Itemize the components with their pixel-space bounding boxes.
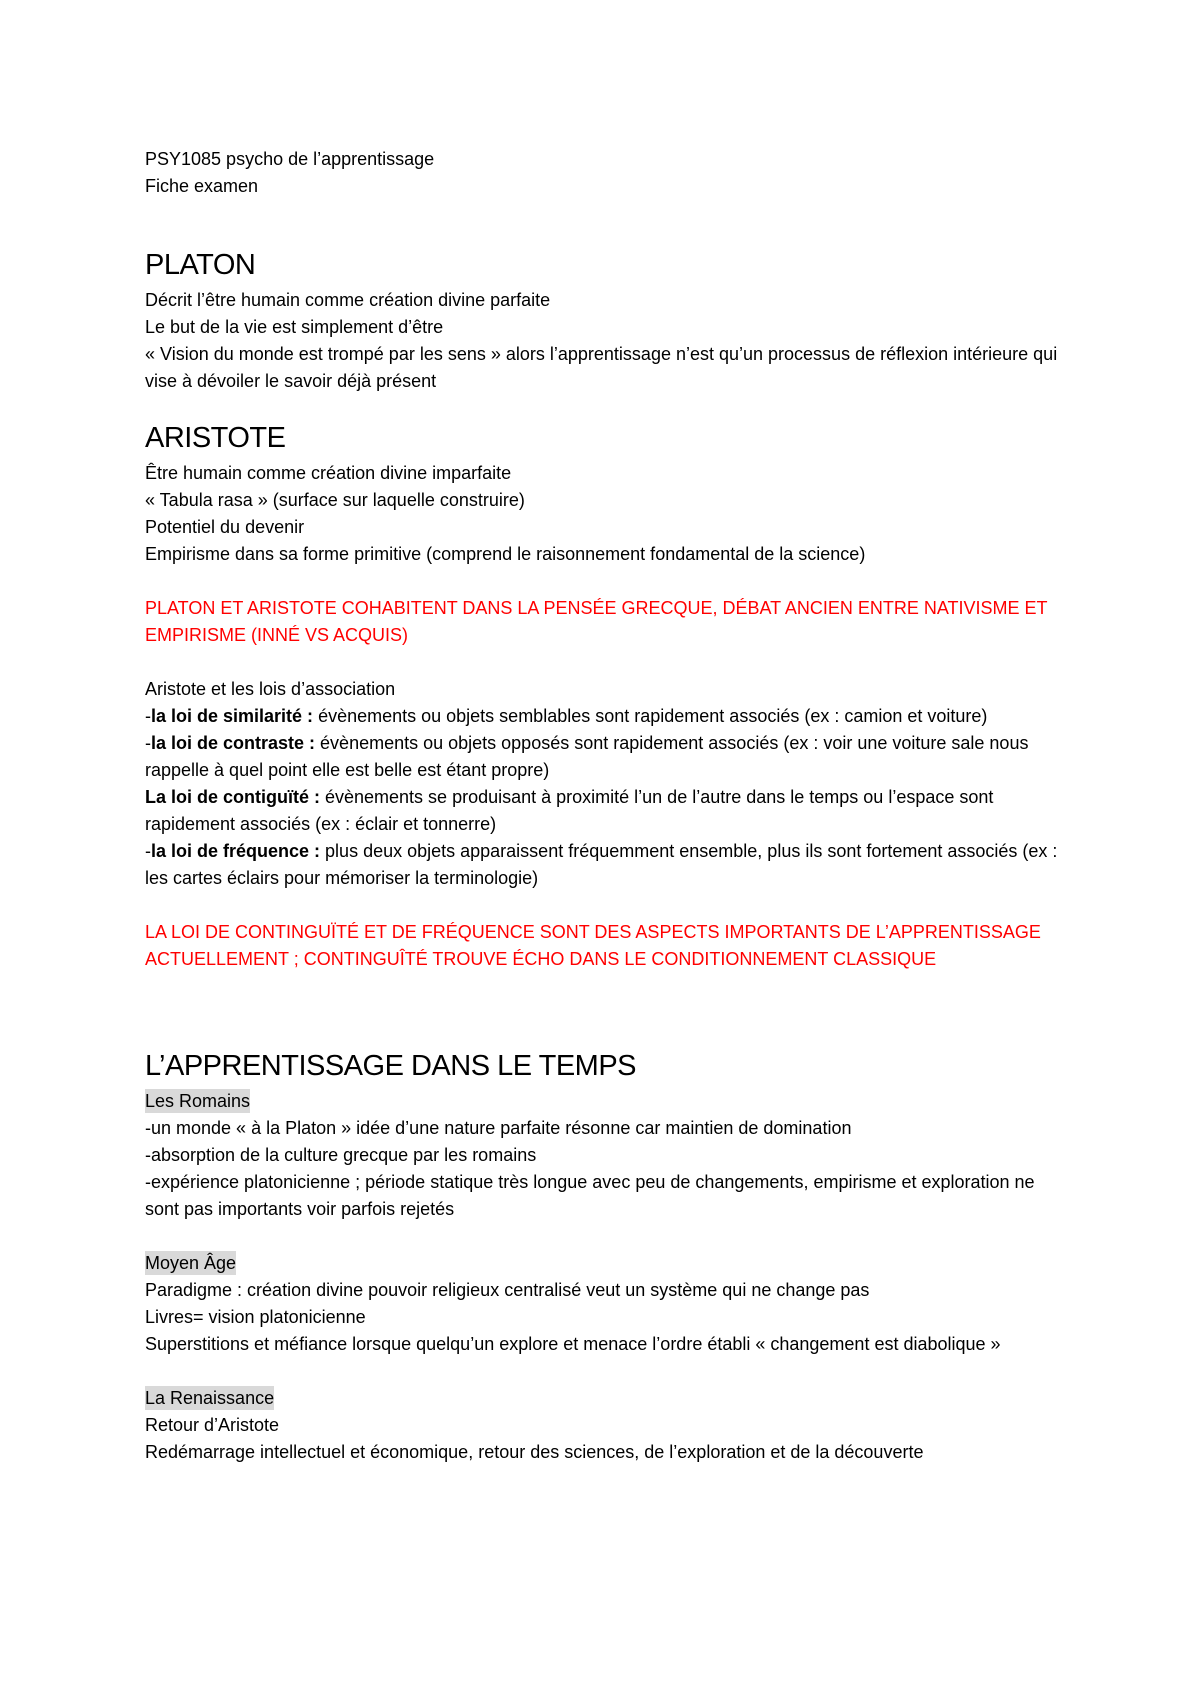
renaissance-label-line xyxy=(145,1385,1065,1412)
aristote-line-4: Empirisme dans sa forme primitive (comprend le raisonnement fondamental de la science) xyxy=(145,544,866,564)
moyen-age-label: Moyen Âge xyxy=(145,1253,237,1273)
course-title: PSY1085 psycho de l’apprentissage xyxy=(145,149,435,169)
aristote-line-2: « Tabula rasa » (surface sur laquelle construire) xyxy=(145,490,525,510)
spacer xyxy=(145,892,1065,919)
renaissance-line-2: Redémarrage intellectuel et économique, retour des sciences, de l’exploration et de la découverte xyxy=(145,1442,924,1462)
moyen-age-line-1: Paradigme : création divine pouvoir religieux centralisé veut un système qui ne change pas xyxy=(145,1280,870,1300)
aristote-line-1: Être humain comme création divine imparfaite xyxy=(145,463,512,483)
law-name: la loi de similarité : xyxy=(151,706,314,726)
document-subtitle: Fiche examen xyxy=(145,176,259,196)
romains-line-1: -un monde « à la Platon » idée d’une nature parfaite résonne car maintien de domination xyxy=(145,1118,852,1138)
romains-line-3: -expérience platonicienne ; période statique très longue avec peu de changements, empirisme et exploration ne sont pas importants voir parfois rejetés xyxy=(145,1172,1035,1219)
aristote-heading: ARISTOTE xyxy=(145,422,286,454)
law-name: la loi de contraste : xyxy=(151,733,316,753)
law-similarity xyxy=(145,703,1065,730)
document-page xyxy=(145,146,1065,1466)
aristote-note: PLATON ET ARISTOTE COHABITENT DANS LA PENSÉE GRECQUE, DÉBAT ANCIEN ENTRE NATIVISME ET EMPIRISME (INNÉ VS ACQUIS) xyxy=(145,598,1048,645)
platon-line-1: Décrit l’être humain comme création divine parfaite xyxy=(145,290,551,310)
platon-line-3: « Vision du monde est trompé par les sens » alors l’apprentissage n’est qu’un processus de réflexion intérieure qui vise à dévoiler le savoir déjà présent xyxy=(145,344,1058,391)
renaissance-line-1: Retour d’Aristote xyxy=(145,1415,280,1435)
law-text: évènements se produisant à proximité l’un de l’autre dans le temps ou l’espace sont rapidement associés (ex : éclair et tonnerre) xyxy=(145,787,994,834)
spacer xyxy=(145,568,1065,595)
law-name: la loi de fréquence : xyxy=(151,841,321,861)
law-contrast xyxy=(145,730,1065,784)
platon-line-2: Le but de la vie est simplement d’être xyxy=(145,317,444,337)
law-frequency xyxy=(145,838,1065,892)
moyen-age-line-2: Livres= vision platonicienne xyxy=(145,1307,366,1327)
aristote-line-3: Potentiel du devenir xyxy=(145,517,305,537)
romains-line-2: -absorption de la culture grecque par les romains xyxy=(145,1145,537,1165)
laws-intro: Aristote et les lois d’association xyxy=(145,679,396,699)
law-text: évènements ou objets semblables sont rapidement associés (ex : camion et voiture) xyxy=(313,706,988,726)
moyen-age-line-3: Superstitions et méfiance lorsque quelqu’un explore et menace l’ordre établi « changement est diabolique » xyxy=(145,1334,1001,1354)
law-text: plus deux objets apparaissent fréquemment ensemble, plus ils sont fortement associés (ex : les cartes éclairs pour mémoriser la terminologie) xyxy=(145,841,1058,888)
contiguity-note: LA LOI DE CONTINGUÏTÉ ET DE FRÉQUENCE SONT DES ASPECTS IMPORTANTS DE L’APPRENTISSAGE ACTUELLEMENT ; CONTINGUÎTÉ TROUVE ÉCHO DANS LE CONDITIONNEMENT CLASSIQUE xyxy=(145,922,1041,969)
spacer xyxy=(145,1223,1065,1250)
moyen-age-label-line xyxy=(145,1250,1065,1277)
law-prefix: - xyxy=(145,733,151,753)
law-prefix: - xyxy=(145,841,151,861)
spacer xyxy=(145,649,1065,676)
platon-heading: PLATON xyxy=(145,249,256,281)
temps-heading: L’APPRENTISSAGE DANS LE TEMPS xyxy=(145,1050,637,1082)
law-contiguity xyxy=(145,784,1065,838)
law-name: La loi de contiguïté : xyxy=(145,787,320,807)
law-text: évènements ou objets opposés sont rapidement associés (ex : voir une voiture sale nous rappelle à quel point elle est belle est étant propre) xyxy=(145,733,1029,780)
romains-label-line xyxy=(145,1088,1065,1115)
renaissance-label: La Renaissance xyxy=(145,1388,275,1408)
law-prefix: - xyxy=(145,706,151,726)
romains-label: Les Romains xyxy=(145,1091,251,1111)
spacer xyxy=(145,1358,1065,1385)
